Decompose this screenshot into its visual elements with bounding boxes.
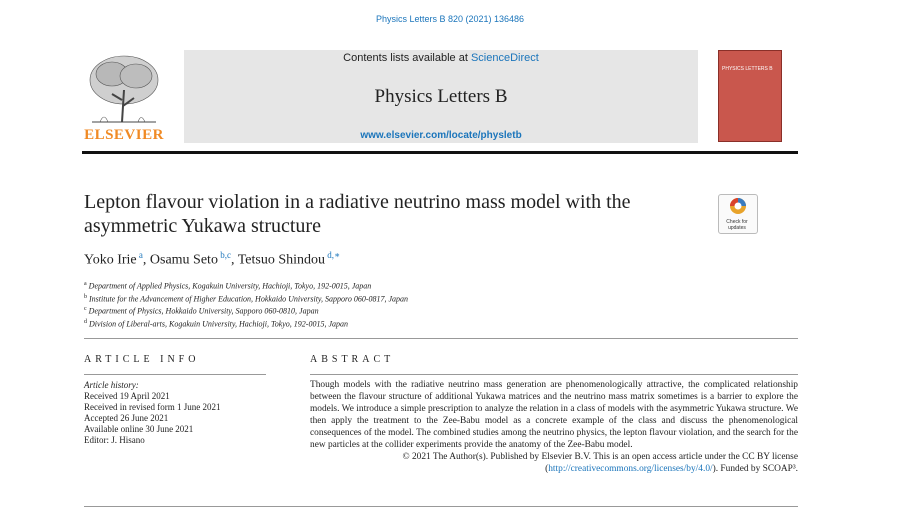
article-title: Lepton flavour violation in a radiative neutrino mass model with the asymmetric Yukawa structure — [84, 191, 631, 237]
affiliation-item: $^a$ Department of Applied Physics, Kogakuin University, Hachioji, Tokyo, 192-0015, Japan — [84, 281, 372, 291]
check-updates-label: Check for updates — [726, 219, 748, 231]
accepted-date: Accepted 26 June 2021 — [84, 413, 169, 423]
online-date: Available online 30 June 2021 — [84, 424, 194, 434]
abstract-rule — [310, 374, 798, 375]
contents-prefix: Contents lists available at — [343, 52, 471, 64]
author-affiliation-mark[interactable]: a — [138, 250, 143, 260]
article-info-rule — [84, 374, 266, 375]
affiliation-item: $^b$ Institute for the Advancement of Higher Education, Hokkaido University, Sapporo 060-0817, Japan — [84, 293, 409, 304]
bottom-rule — [84, 506, 798, 507]
cc-license-link[interactable]: http://creativecommons.org/licenses/by/4.0/ — [548, 464, 713, 474]
cover-title: PHYSICS LETTERS B — [722, 66, 773, 72]
check-updates-icon — [719, 195, 757, 217]
editor: Editor: J. Hisano — [84, 435, 145, 445]
journal-cover-thumbnail[interactable] — [718, 50, 782, 142]
history-label: Article history: — [84, 380, 139, 390]
affiliation-list — [84, 279, 408, 330]
author-name[interactable]: Yoko Irie — [84, 252, 137, 268]
abstract-text — [310, 379, 798, 475]
journal-title: Physics Letters B — [374, 86, 508, 107]
revised-date: Received in revised form 1 June 2021 — [84, 402, 221, 412]
elsevier-wordmark: ELSEVIER — [84, 127, 164, 143]
journal-citation[interactable]: Physics Letters B 820 (2021) 136486 — [375, 14, 525, 24]
author-name[interactable]: Osamu Seto — [149, 252, 218, 268]
header-rule — [82, 151, 798, 154]
journal-url-link[interactable]: www.elsevier.com/locate/physletb — [360, 130, 522, 141]
abstract-heading: ABSTRACT — [310, 354, 395, 365]
received-date: Received 19 April 2021 — [84, 391, 170, 401]
affiliation-item: $^c$ Department of Physics, Hokkaido University, Sapporo 060-0810, Japan — [84, 306, 319, 316]
article-info-heading: ARTICLE INFO — [84, 354, 200, 365]
author-affiliation-mark[interactable]: d,∗ — [327, 250, 341, 260]
abstract-body: Though models with the radiative neutrino mass generation are phenomenologically attractive, the complicated relationship between the flavour structure of additional Yukawa matrices and the neutrino mass matrix sometimes is a barrier to explore the models. We introduce a simple prescription to analyze the relation in a class of models with the asymmetric Yukawa structure. We then apply the treatment to the Zee-Babu model as a concrete example of the class and discuss the phenomenological consequences of the model. The combined studies among the neutrino physics, the lepton flavour violation, and the search for the new particles at the collider experiments provide the anatomy of the Zee-Babu model. — [310, 380, 798, 450]
author-list: Yoko Irie $^a$, Osamu Seto $^{b,c}$, Tetsuo Shindou $^{d,∗}$ — [84, 250, 341, 268]
contents-line — [184, 52, 698, 64]
author-affiliation-mark[interactable]: b,c — [220, 250, 231, 260]
sciencedirect-link[interactable]: ScienceDirect — [470, 52, 539, 64]
author-name[interactable]: Tetsuo Shindou — [237, 252, 326, 268]
copyright-notice: © 2021 The Author(s). Published by Elsevier B.V. This is an open access article under the CC BY license (http://creativecommons.org/licenses/by/4.0/). Funded by SCOAP³. — [402, 452, 798, 474]
affiliation-item: $^d$ Division of Liberal-arts, Kogakuin University, Hachioji, Tokyo, 192-0015, Japan — [84, 318, 349, 329]
article-history — [84, 380, 220, 446]
section-divider — [84, 338, 798, 339]
